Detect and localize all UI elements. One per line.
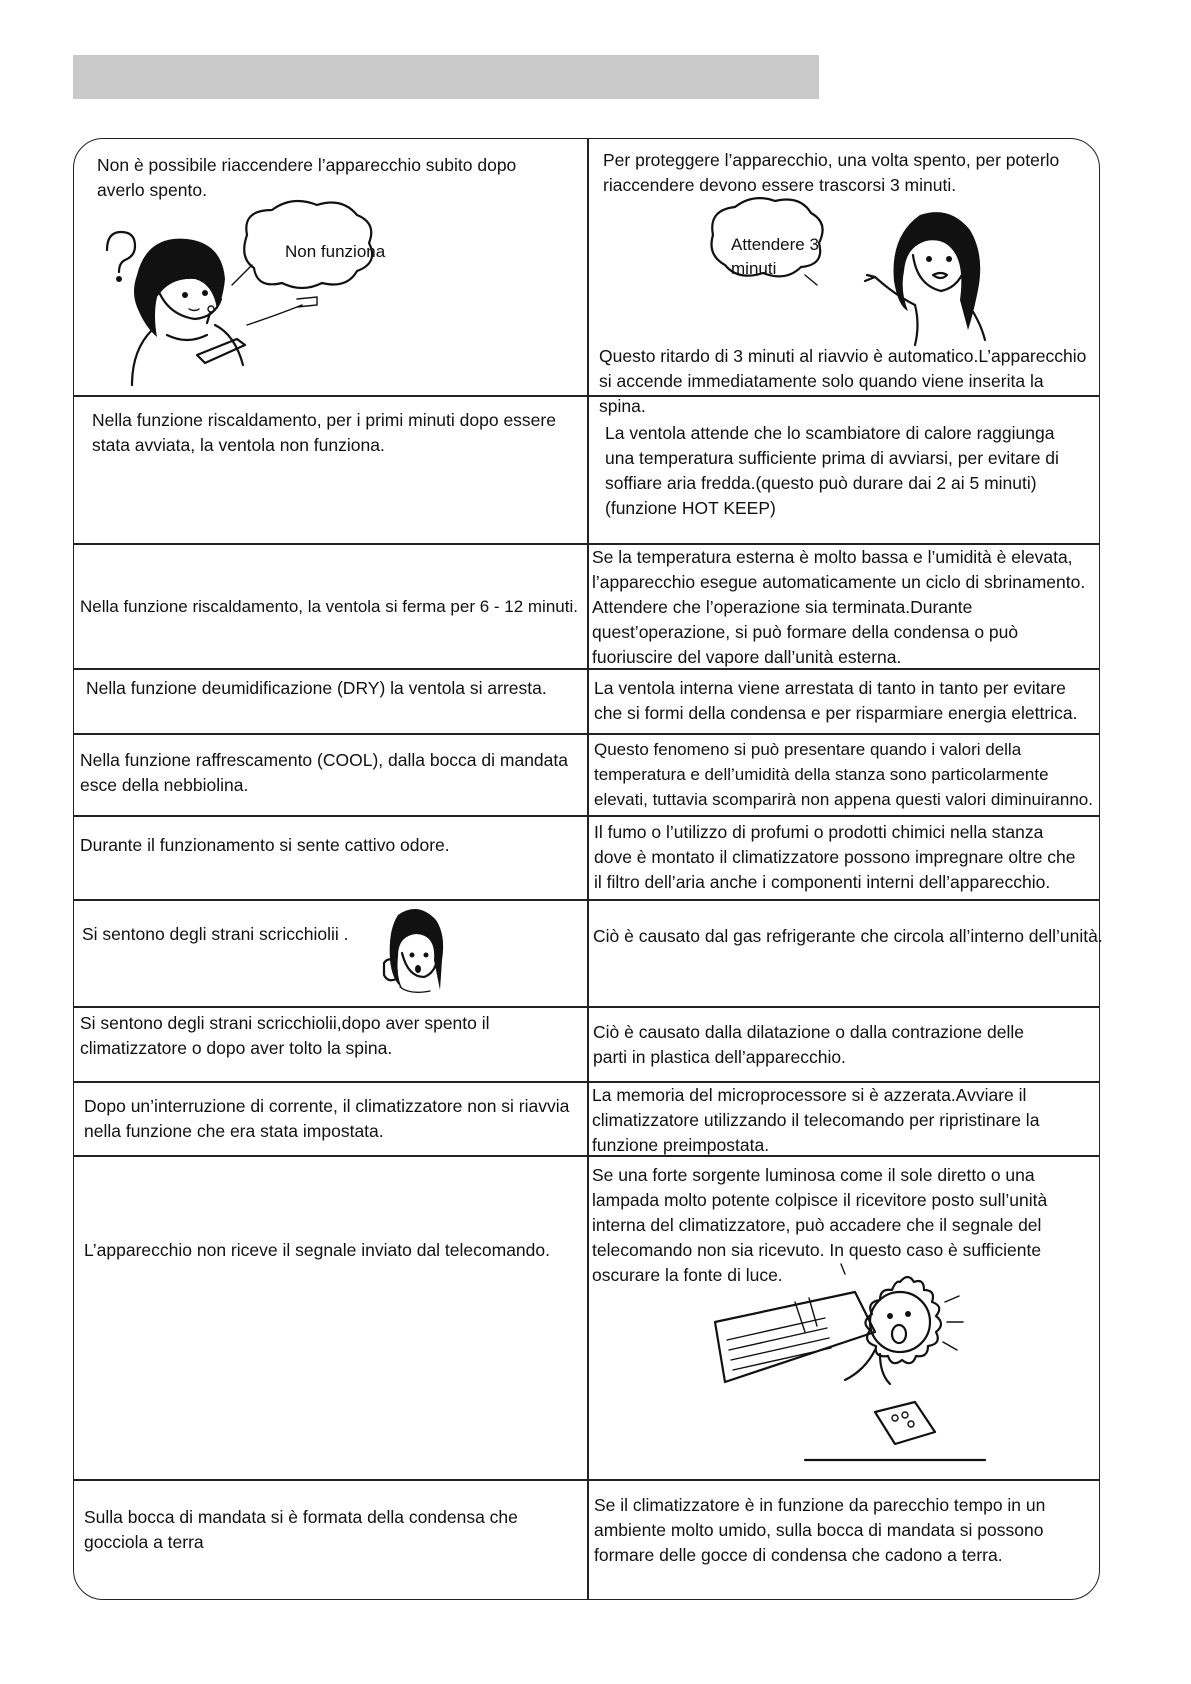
ac-unit-sun-remote-illustration (705, 1272, 985, 1472)
startled-girl-illustration (378, 905, 448, 1000)
row-1-cause-note: Questo ritardo di 3 minuti al riavvio è automatico.L’apparecchio si accende immediatamente solo quando viene inserita la spina. (599, 346, 1087, 416)
row-6-problem: Durante il funzionamento si sente cattivo odore. (80, 835, 450, 855)
row-divider (73, 1006, 1100, 1008)
row-3-cause: Se la temperatura esterna è molto bassa e l’umidità è elevata, l’apparecchio esegue automaticamente un ciclo di sbrinamento. Attendere che l’operazione sia terminata.Durante quest’operazione, si può formare della condensa o può fuoriuscire del vapore dall’unità esterna. (592, 547, 1086, 667)
row-11-cause: Se il climatizzatore è in funzione da parecchio tempo in un ambiente molto umido, sulla bocca di mandata si possono formare delle gocce di condensa che cadono a terra. (594, 1495, 1046, 1565)
row-8-problem: Si sentono degli strani scricchiolii,dopo aver spento il climatizzatore o dopo aver tolto la spina. (80, 1013, 490, 1058)
row-divider (73, 1479, 1100, 1481)
row-6-cause: Il fumo o l’utilizzo di profumi o prodotti chimici nella stanza dove è montato il climatizzatore possono impregnare oltre che il filtro dell’aria anche i componenti interni dell’apparecchio. (594, 822, 1076, 892)
row-divider (73, 815, 1100, 817)
row-divider (73, 733, 1100, 735)
row-4-problem: Nella funzione deumidificazione (DRY) la ventola si arresta. (86, 678, 547, 698)
bubble-text-right: Attendere 3 minuti (731, 235, 819, 278)
row-8-cause: Ciò è causato dalla dilatazione o dalla contrazione delle parti in plastica dell’apparecchio. (593, 1022, 1024, 1067)
row-9-problem: Dopo un’interruzione di corrente, il climatizzatore non si riavvia nella funzione che era stata impostata. (84, 1096, 570, 1141)
row-5-cause: Questo fenomeno si può presentare quando i valori della temperatura e dell’umidità della stanza sono particolarmente elevati, tuttavia scomparirà non appena questi valori diminuiranno. (594, 740, 1093, 809)
row-divider (73, 899, 1100, 901)
row-10-cause: Se una forte sorgente luminosa come il sole diretto o una lampada molto potente colpisce il ricevitore posto sull’unità interna del climatizzatore, può accadere che il segnale del telecomando non sia ricevuto. In questo caso è sufficiente oscurare la fonte di luce. (592, 1165, 1048, 1285)
row-1-problem: Non è possibile riaccendere l’apparecchio subito dopo averlo spento. (97, 155, 517, 200)
row-7-cause: Ciò è causato dal gas refrigerante che circola all’interno dell’unità. (593, 926, 1103, 946)
row-4-cause: La ventola interna viene arrestata di tanto in tanto per evitare che si formi della condensa e per risparmiare energia elettrica. (594, 678, 1078, 723)
bubble-text-left: Non funziona (285, 242, 386, 261)
section-header-bar (73, 55, 819, 99)
row-11-problem: Sulla bocca di mandata si è formata della condensa che gocciola a terra (84, 1507, 518, 1552)
confused-girl-illustration (97, 205, 407, 385)
row-1-cause: Per proteggere l’apparecchio, una volta spento, per poterlo riaccendere devono essere trascorsi 3 minuti. (603, 150, 1060, 195)
row-2-problem: Nella funzione riscaldamento, per i primi minuti dopo essere stata avviata, la ventola non funziona. (92, 410, 556, 455)
row-10-problem: L’apparecchio non riceve il segnale inviato dal telecomando. (84, 1240, 550, 1260)
row-2-cause: La ventola attende che lo scambiatore di calore raggiunga una temperatura sufficiente prima di avviarsi, per evitare di soffiare aria fredda.(questo può durare dai 2 ai 5 minuti) (funzione HOT KEEP) (605, 423, 1059, 518)
row-9-cause: La memoria del microprocessore si è azzerata.Avviare il climatizzatore utilizzando il telecomando per ripristinare la funzione preimpostata. (592, 1085, 1040, 1155)
row-7-problem: Si sentono degli strani scricchiolii . (82, 924, 349, 944)
column-divider (587, 138, 589, 1600)
row-5-problem: Nella funzione raffrescamento (COOL), dalla bocca di mandata esce della nebbiolina. (80, 750, 568, 795)
row-3-problem: Nella funzione riscaldamento, la ventola si ferma per 6 - 12 minuti. (80, 597, 578, 616)
